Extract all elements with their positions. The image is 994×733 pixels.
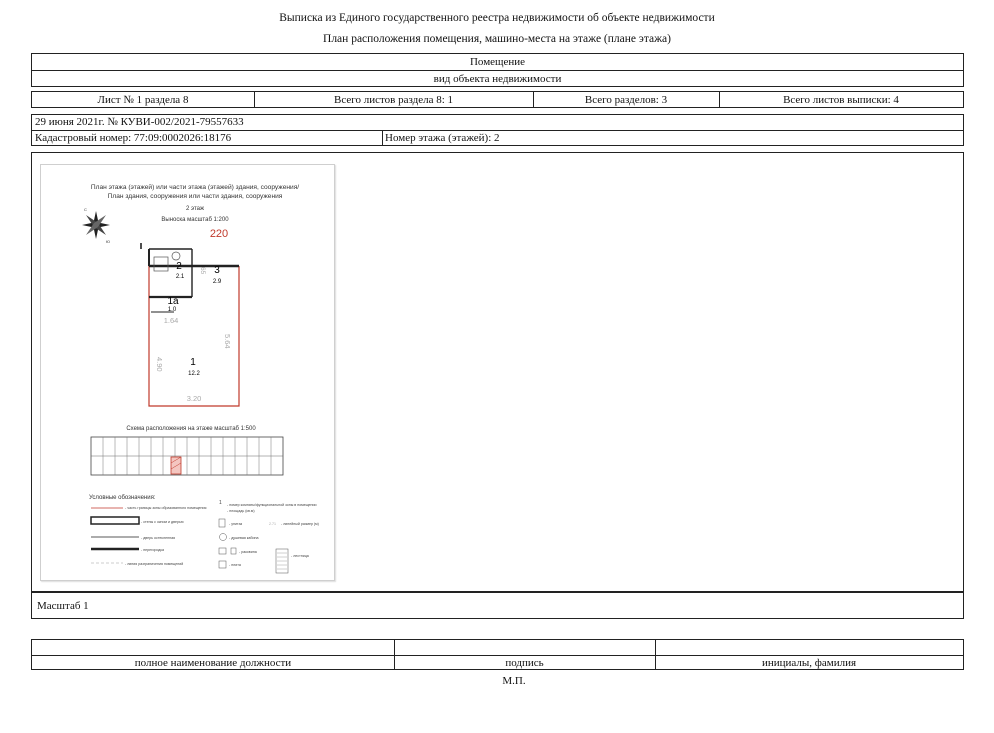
compass-icon	[82, 207, 110, 244]
document-subtitle: План расположения помещения, машино-места на этаже (плане этажа)	[323, 33, 671, 45]
sheet-number: Лист № 1 раздела 8	[97, 94, 189, 106]
legend-size: - линейный размер (м)	[281, 522, 319, 526]
legend-toilet: - унитаз	[229, 522, 243, 526]
legend-stairs: - лестница	[291, 554, 309, 558]
object-box	[31, 53, 964, 87]
scale-label: Масштаб 1	[37, 600, 89, 612]
svg-text:1: 1	[219, 500, 222, 506]
room-2-area: 2.1	[175, 274, 185, 280]
extract-date-number: 29 июня 2021г. № КУВИ-002/2021-79557633	[35, 116, 244, 128]
sheets-in-section: Всего листов раздела 8: 1	[333, 94, 454, 106]
floor-plan-sheet	[40, 164, 335, 581]
stamp-label: М.П.	[502, 675, 526, 687]
sheet-info-row	[31, 91, 964, 108]
plan-title-line1: План этажа (этажей) или части этажа (этажей) здания, сооружения/	[90, 184, 300, 191]
legend-shower: - душевая кабина	[229, 536, 259, 540]
room-1-area: 12.2	[188, 371, 200, 377]
dimension-top-small: 1.64	[163, 316, 179, 325]
scheme-title: Схема расположения на этаже масштаб 1:500	[126, 426, 256, 432]
legend-door: - дверь остекленная	[141, 536, 176, 540]
sections-total: Всего разделов: 3	[584, 94, 668, 106]
object-kind-label: вид объекта недвижимости	[433, 73, 562, 85]
floor-number: Номер этажа (этажей): 2	[385, 132, 500, 144]
legend-sink: - раковина	[239, 550, 257, 554]
signature-table	[31, 639, 964, 670]
legend-size-sample: 2.71	[269, 522, 276, 526]
dimension-right: 5.64	[223, 334, 232, 349]
signature-sign-label: подпись	[505, 657, 544, 669]
legend-stove: - плита	[229, 563, 241, 567]
plan-legend	[91, 500, 319, 573]
room-3-number: 3	[214, 265, 220, 276]
scale-row	[31, 592, 964, 619]
cadastral-number: Кадастровый номер: 77:09:0002026:18176	[35, 132, 232, 144]
legend-partition: - перегородка	[141, 548, 165, 552]
signature-name-label: инициалы, фамилия	[761, 657, 857, 669]
room-1a-number: 1а	[167, 296, 179, 307]
legend-border: - часть границы зоны образованного помещения	[125, 506, 207, 510]
room-outline	[149, 249, 239, 406]
room-1a-area: 1.0	[167, 307, 177, 313]
dimension-bottom: 3.20	[186, 394, 202, 403]
legend-room-number: - номер комнаты/функциональной зоны в помещении	[227, 503, 317, 507]
object-name: Помещение	[469, 56, 526, 68]
plan-number: 220	[209, 228, 229, 240]
svg-text:Ю: Ю	[106, 239, 111, 244]
room-3-area: 2.9	[212, 279, 222, 285]
legend-line: - линия разграничения помещений	[125, 562, 184, 566]
legend-area: - площадь (кв.м)	[227, 509, 255, 513]
dimension-left: 4.90	[155, 357, 164, 372]
signature-position-label: полное наименование должности	[134, 657, 292, 669]
plan-callout-scale: Выноска масштаб 1:200	[161, 217, 229, 223]
dimension-inner: 65	[199, 267, 206, 275]
legend-title: Условные обозначения:	[89, 495, 156, 501]
record-box	[31, 114, 964, 146]
plan-title-line2: План здания, сооружения или части здания, сооружения	[107, 193, 283, 200]
plan-floor-label: 2 этаж	[186, 206, 204, 212]
floor-plan-drawing	[41, 165, 334, 580]
sheets-total: Всего листов выписки: 4	[783, 94, 899, 106]
floor-scheme	[91, 437, 283, 475]
document-title: Выписка из Единого государственного реестра недвижимости об объекте недвижимости	[279, 12, 715, 24]
room-2-number: 2	[176, 261, 182, 272]
legend-walls: - стены с окном и дверью	[141, 520, 184, 524]
svg-text:С: С	[84, 207, 87, 212]
room-1-number: 1	[190, 357, 196, 368]
